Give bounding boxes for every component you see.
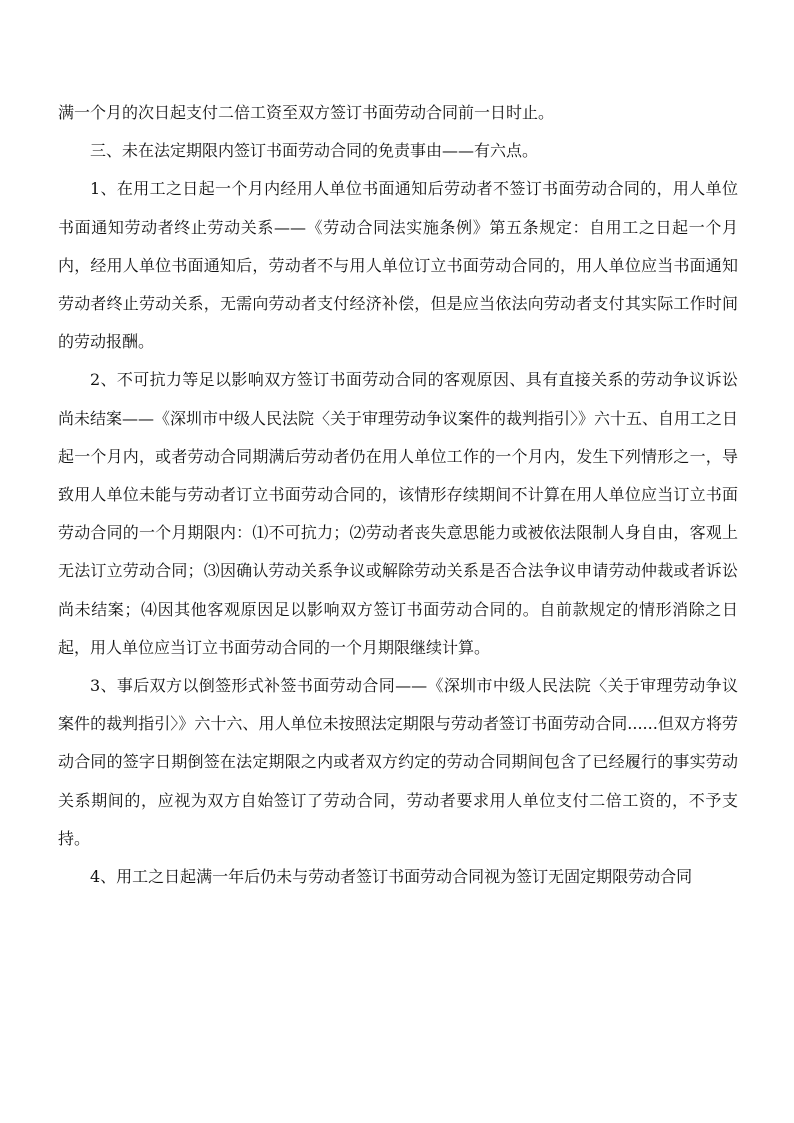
- document-body: [58, 94, 738, 896]
- paragraph-item-3: 3、事后双方以倒签形式补签书面劳动合同——《深圳市中级人民法院〈关于审理劳动争议案件的裁判指引〉》六十六、用人单位未按照法定期限与劳动者签订书面劳动合同......但双方将劳动合同的签字日期倒签在法定期限之内或者双方约定的劳动合同期间包含了已经履行的事实劳动关系期间的，应视为双方自始签订了劳动合同，劳动者要求用人单位支付二倍工资的，不予支持。: [58, 676, 738, 848]
- paragraph-continuation: 满一个月的次日起支付二倍工资至双方签订书面劳动合同前一日时止。: [58, 103, 555, 122]
- paragraph-item-1: 1、在用工之日起一个月内经用人单位书面通知后劳动者不签订书面劳动合同的，用人单位书面通知劳动者终止劳动关系——《劳动合同法实施条例》第五条规定：自用工之日起一个月内，经用人单位书面通知后，劳动者不与用人单位订立书面劳动合同的，用人单位应当书面通知劳动者终止劳动关系，无需向劳动者支付经济补偿，但是应当依法向劳动者支付其实际工作时间的劳动报酬。: [58, 179, 738, 352]
- paragraph-item-2: 2、不可抗力等足以影响双方签订书面劳动合同的客观原因、具有直接关系的劳动争议诉讼尚未结案——《深圳市中级人民法院〈关于审理劳动争议案件的裁判指引〉》六十五、自用工之日起一个月内，或者劳动合同期满后劳动者仍在用人单位工作的一个月内，发生下列情形之一，导致用人单位未能与劳动者订立书面劳动合同的，该情形存续期间不计算在用人单位应当订立书面劳动合同的一个月期限内：⑴不可抗力；⑵劳动者丧失意思能力或被依法限制人身自由，客观上无法订立劳动合同；⑶因确认劳动关系争议或解除劳动关系是否合法争议申请劳动仲裁或者诉讼尚未结案；⑷因其他客观原因足以影响双方签订书面劳动合同的。自前款规定的情形消除之日起，用人单位应当订立书面劳动合同的一个月期限继续计算。: [58, 370, 739, 657]
- paragraph-item-4: 4、用工之日起满一年后仍未与劳动者签订书面劳动合同视为签订无固定期限劳动合同: [90, 867, 693, 887]
- paragraph-section-three-heading: 三、未在法定期限内签订书面劳动合同的免责事由——有六点。: [90, 141, 539, 161]
